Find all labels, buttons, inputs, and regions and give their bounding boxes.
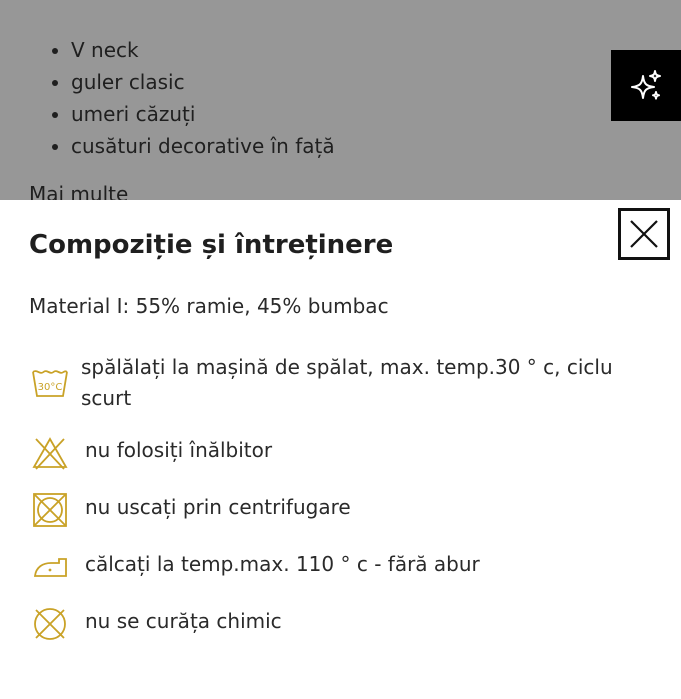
- composition-care-sheet: [0, 200, 681, 699]
- care-item-iron: [29, 549, 655, 585]
- page-backdrop: [0, 0, 681, 200]
- wash-30-icon: [30, 368, 70, 400]
- care-text: călcați la temp.max. 110 ° c - fără abur: [85, 552, 480, 576]
- material-composition: Material I: 55% ramie, 45% bumbac: [29, 294, 389, 318]
- feature-item: umeri căzuți: [52, 98, 335, 130]
- care-text: nu se curăța chimic: [85, 609, 282, 633]
- sheet-title: Compoziție și întreținere: [29, 230, 394, 260]
- care-item-dryclean: [29, 606, 655, 642]
- more-link[interactable]: Mai multe: [29, 182, 129, 200]
- feature-item: guler clasic: [52, 66, 335, 98]
- care-item-wash: [29, 352, 651, 414]
- svg-text:30°C: 30°C: [37, 382, 63, 393]
- feature-item: cusături decorative în față: [52, 130, 335, 162]
- sparkle-button[interactable]: [611, 50, 681, 121]
- feature-list: [52, 34, 335, 162]
- no-tumble-dry-icon: [32, 492, 68, 528]
- close-icon: [628, 218, 660, 250]
- care-text: spălălați la mașină de spălat, max. temp.30 ° c, ciclu scurt: [81, 355, 613, 410]
- no-bleach-icon: [31, 436, 69, 470]
- no-dry-clean-icon: [31, 605, 69, 643]
- care-text: nu folosiți înălbitor: [85, 438, 273, 462]
- close-button[interactable]: [618, 208, 670, 260]
- care-item-bleach: [29, 435, 655, 471]
- care-item-tumble: [29, 492, 655, 528]
- sparkles-icon: [628, 68, 664, 104]
- care-text: nu uscați prin centrifugare: [85, 495, 351, 519]
- feature-item: V neck: [52, 34, 335, 66]
- iron-low-icon: [31, 552, 69, 582]
